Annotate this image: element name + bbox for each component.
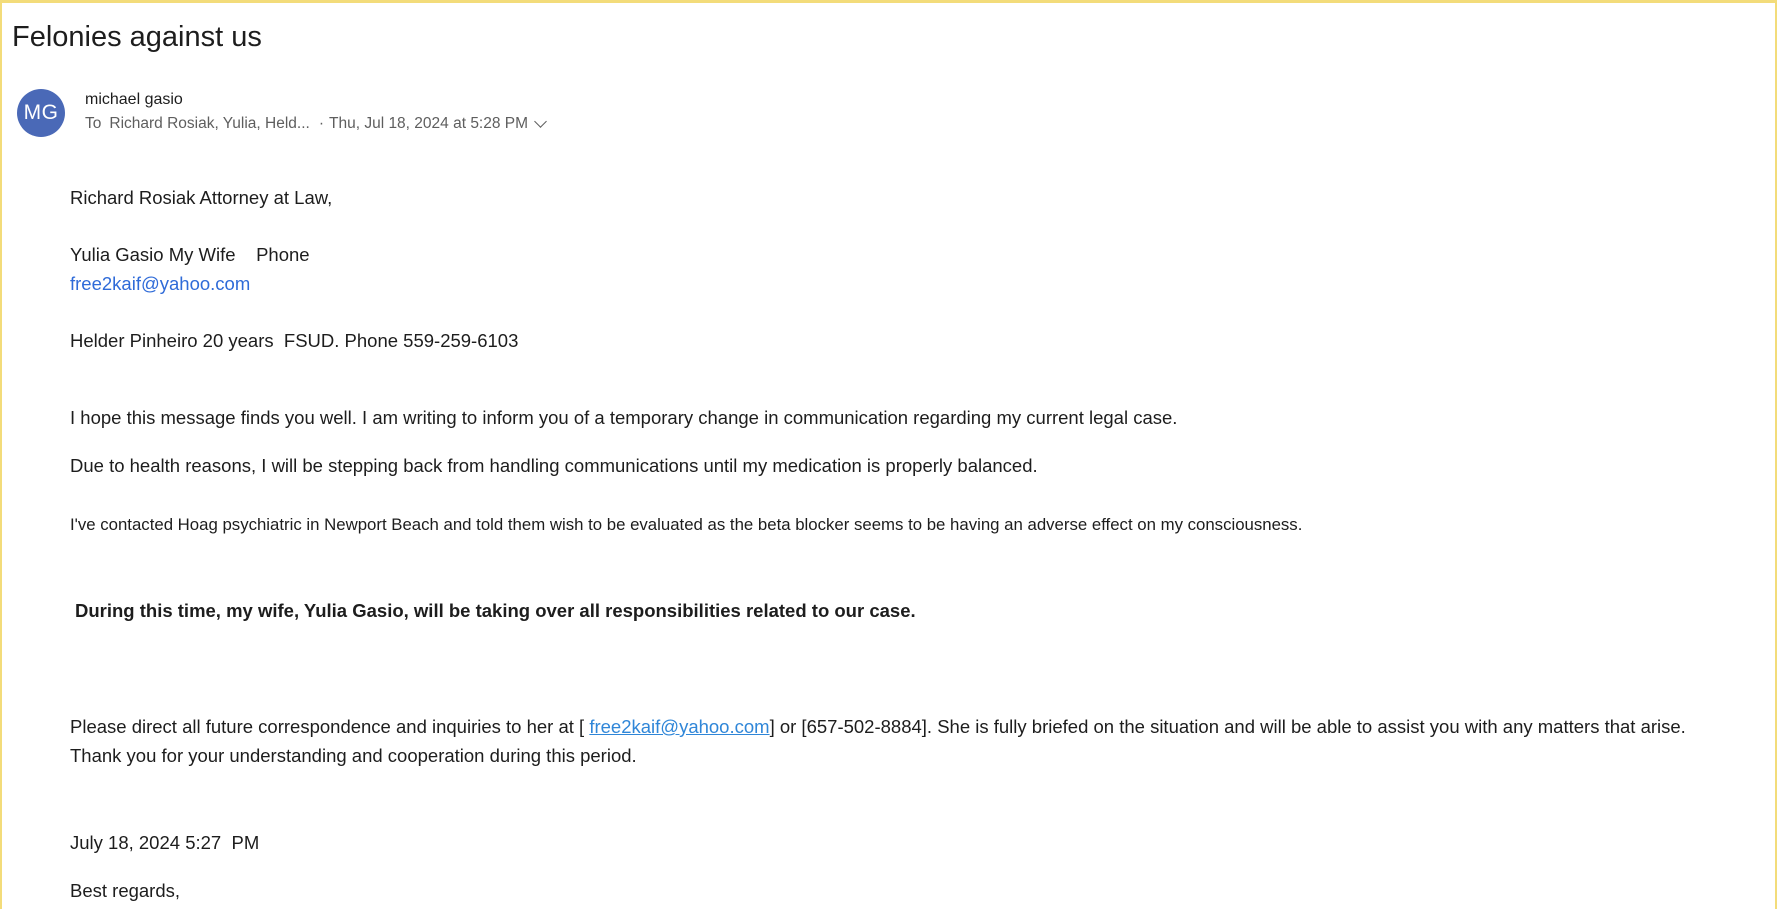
closing-line: Best regards,: [70, 880, 181, 901]
paragraph-hoag: I've contacted Hoag psychiatric in Newport Beach and told them wish to be evaluated as the beta blocker seems to be having an adverse effect on my consciousness.: [70, 515, 1303, 534]
separator-dot: ·: [318, 115, 324, 132]
paragraph-health: Due to health reasons, I will be stepping back from handling communications until my medication is properly balanced.: [70, 455, 1038, 476]
paragraph-hope: I hope this message finds you well. I am writing to inform you of a temporary change in communication regarding my current legal case.: [70, 407, 1178, 428]
body-line-helder: Helder Pinheiro 20 years FSUD. Phone 559-259-6103: [70, 330, 519, 351]
to-label: To: [85, 115, 102, 132]
recipients-list[interactable]: Richard Rosiak, Yulia, Held...: [109, 115, 310, 132]
sender-name[interactable]: michael gasio: [85, 91, 183, 108]
direct-suffix: ] or [657-502-8884]. She is fully briefed on the situation and will be able to assist you with any matters that arise.: [769, 716, 1686, 737]
body-line-attorney: Richard Rosiak Attorney at Law,: [70, 187, 333, 208]
paragraph-thanks: Thank you for your understanding and cooperation during this period.: [70, 745, 637, 766]
wife-email-line: [70, 273, 250, 295]
wife-email-link[interactable]: free2kaif@yahoo.com: [70, 273, 251, 294]
sender-avatar[interactable]: MG: [17, 89, 65, 137]
direct-email-link[interactable]: free2kaif@yahoo.com: [589, 716, 770, 737]
sent-date: Thu, Jul 18, 2024 at 5:28 PM: [329, 115, 529, 132]
direct-prefix: Please direct all future correspondence and inquiries to her at [: [70, 716, 590, 737]
recipients-line: [85, 115, 545, 133]
paragraph-direct: [70, 716, 1686, 738]
body-line-wife: Yulia Gasio My Wife Phone: [70, 244, 310, 265]
signature-date: July 18, 2024 5:27 PM: [70, 832, 260, 853]
chevron-down-icon[interactable]: [534, 115, 547, 128]
paragraph-bold-notice: During this time, my wife, Yulia Gasio, will be taking over all responsibilities related to our case.: [75, 600, 916, 621]
email-subject: Felonies against us: [12, 21, 262, 53]
